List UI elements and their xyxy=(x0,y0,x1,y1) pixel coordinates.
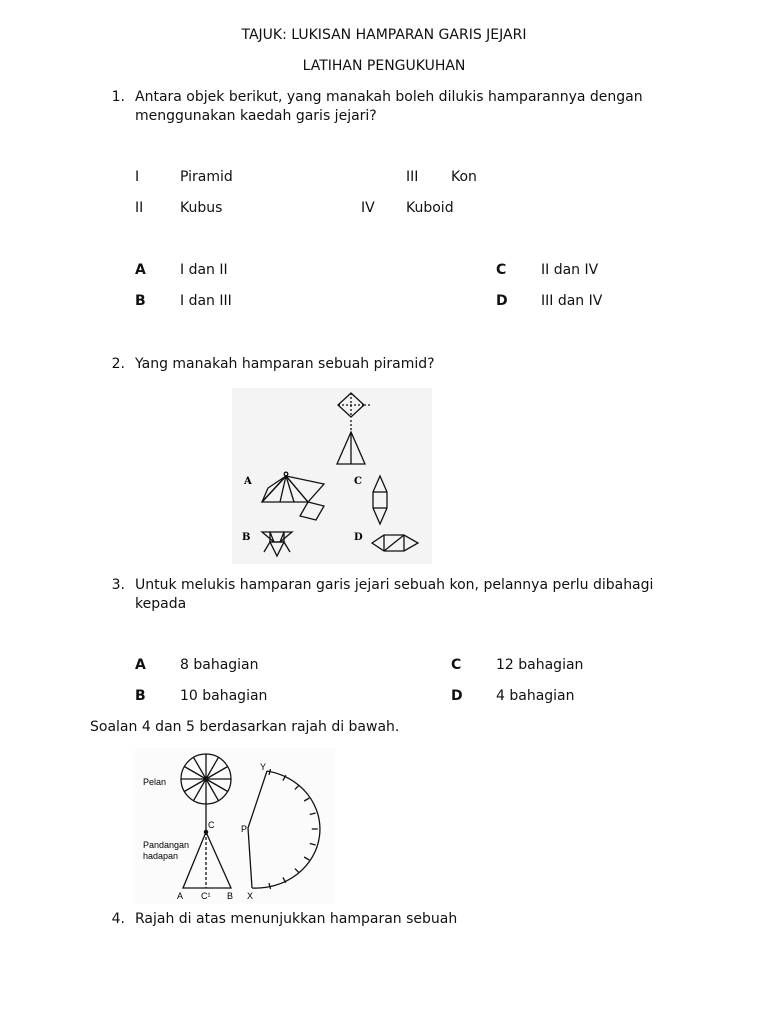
front-view-icon xyxy=(337,420,365,464)
label-point-x: X xyxy=(247,891,254,901)
net-option-c-icon xyxy=(373,476,387,524)
figure-label-b: B xyxy=(242,532,251,543)
option-text-b[interactable]: I dan III xyxy=(180,293,232,309)
arc-tick xyxy=(304,798,309,801)
arc-tick xyxy=(269,883,271,889)
item-roman-3: III xyxy=(406,169,419,185)
question-text-line-2: menggunakan kaedah garis jejari? xyxy=(135,108,377,124)
option-letter-b[interactable]: B xyxy=(135,293,146,309)
question-text: Rajah di atas menunjukkan hamparan sebuah xyxy=(135,911,458,927)
arc-tick xyxy=(310,813,316,815)
option-letter-d[interactable]: D xyxy=(451,688,463,704)
question-text-line-1: Antara objek berikut, yang manakah boleh dilukis hamparannya dengan xyxy=(135,89,643,105)
option-text-a[interactable]: 8 bahagian xyxy=(180,657,259,673)
developed-sector-icon xyxy=(248,769,320,889)
option-letter-d[interactable]: D xyxy=(496,293,508,309)
item-roman-2: II xyxy=(135,200,144,216)
label-pandangan-line-2: hadapan xyxy=(143,851,179,861)
net-option-b-icon xyxy=(262,532,292,556)
option-letter-b[interactable]: B xyxy=(135,688,146,704)
label-point-p: P xyxy=(241,824,248,834)
question-number: 1. xyxy=(111,89,125,105)
option-letter-c[interactable]: C xyxy=(451,657,462,673)
item-label-1: Piramid xyxy=(180,169,233,185)
pyramid-net-svg xyxy=(232,388,432,564)
figure-label-d: D xyxy=(354,532,363,543)
figure-label-c: C xyxy=(354,476,362,487)
label-pelan: Pelan xyxy=(143,777,167,787)
item-roman-4: IV xyxy=(361,200,375,216)
figure-label-a: A xyxy=(244,476,252,487)
label-pandangan-line-1: Pandangan xyxy=(143,840,190,850)
net-option-d-icon xyxy=(372,535,418,551)
option-letter-a[interactable]: A xyxy=(135,657,146,673)
page-title: TAJUK: LUKISAN HAMPARAN GARIS JEJARI xyxy=(241,27,527,43)
option-letter-c[interactable]: C xyxy=(496,262,507,278)
item-label-2: Kubus xyxy=(180,200,223,216)
question-text-line-1: Untuk melukis hamparan garis jejari sebuah kon, pelannya perlu dibahagi xyxy=(135,577,654,593)
net-option-a-icon xyxy=(262,472,324,520)
label-point-a: A xyxy=(177,891,184,901)
intro-questions-4-5: Soalan 4 dan 5 berdasarkan rajah di bawah. xyxy=(90,719,400,735)
label-point-c1: C¹ xyxy=(201,891,211,901)
plan-circle-icon xyxy=(181,754,231,804)
cone-development-figure xyxy=(135,748,335,904)
pyramid-net-figure xyxy=(232,388,432,564)
question-number: 4. xyxy=(111,911,125,927)
option-text-d[interactable]: III dan IV xyxy=(541,293,603,309)
option-letter-a[interactable]: A xyxy=(135,262,146,278)
option-text-a[interactable]: I dan II xyxy=(180,262,228,278)
arc-tick xyxy=(295,869,299,873)
question-text: Yang manakah hamparan sebuah piramid? xyxy=(135,356,435,372)
item-label-4: Kuboid xyxy=(406,200,454,216)
option-text-c[interactable]: II dan IV xyxy=(541,262,599,278)
item-roman-1: I xyxy=(135,169,140,185)
question-number: 3. xyxy=(111,577,125,593)
page-subtitle: LATIHAN PENGUKUHAN xyxy=(302,58,466,74)
question-number: 2. xyxy=(111,356,125,372)
option-text-d[interactable]: 4 bahagian xyxy=(496,688,575,704)
arc-tick xyxy=(295,785,299,789)
question-text-line-2: kepada xyxy=(135,596,187,612)
plan-view-icon xyxy=(338,393,372,417)
arc-tick xyxy=(310,844,316,846)
label-point-y: Y xyxy=(260,762,267,772)
option-text-c[interactable]: 12 bahagian xyxy=(496,657,584,673)
arc-tick xyxy=(304,857,309,860)
option-text-b[interactable]: 10 bahagian xyxy=(180,688,268,704)
label-point-b: B xyxy=(227,891,234,901)
item-label-3: Kon xyxy=(451,169,477,185)
front-view-triangle-icon xyxy=(183,832,231,888)
cone-development-svg xyxy=(135,748,335,904)
arc-tick xyxy=(269,769,271,775)
label-point-c: C xyxy=(208,820,215,830)
